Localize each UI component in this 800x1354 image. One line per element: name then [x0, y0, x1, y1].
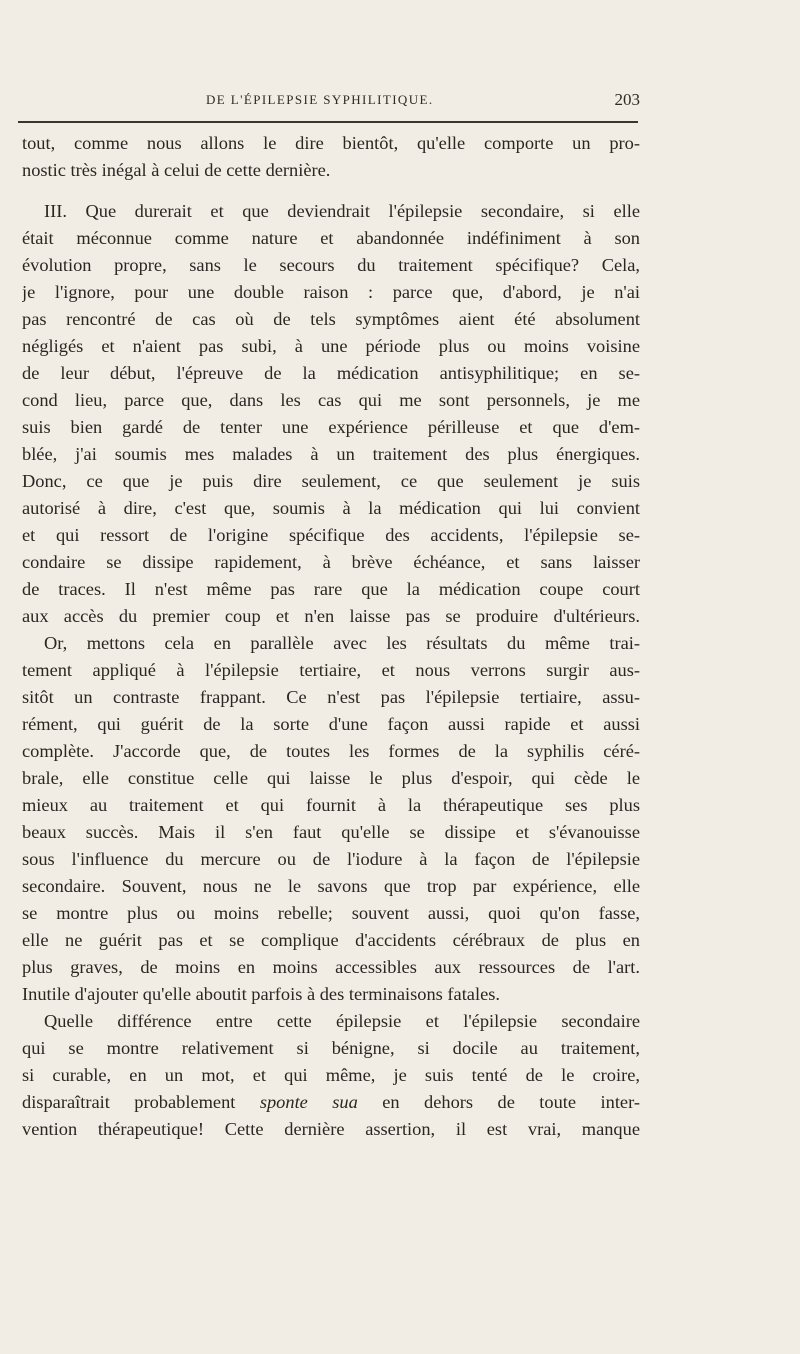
text-line: si curable, en un mot, et qui même, je suis tenté de le croire,: [22, 1065, 640, 1085]
text-line: secondaire. Souvent, nous ne le savons que trop par expérience, elle: [22, 876, 640, 896]
text-line: beaux succès. Mais il s'en faut qu'elle se dissipe et s'évanouisse: [22, 822, 640, 842]
text-line: de leur début, l'épreuve de la médication antisyphilitique; en se-: [22, 363, 640, 383]
text-line: sous l'influence du mercure ou de l'iodure à la façon de l'épilepsie: [22, 849, 640, 869]
text-line: vention thérapeutique! Cette dernière assertion, il est vrai, manque: [22, 1119, 640, 1139]
text-line: autorisé à dire, c'est que, soumis à la médication qui lui convient: [22, 498, 640, 518]
text-line: Donc, ce que je puis dire seulement, ce que seulement je suis: [22, 471, 640, 491]
text-line: pas rencontré de cas où de tels symptômes aient été absolument: [22, 309, 640, 329]
text-line: Or, mettons cela en parallèle avec les résultats du même trai-: [44, 633, 640, 653]
text-line: plus graves, de moins en moins accessibles aux ressources de l'art.: [22, 957, 640, 977]
page-header: [200, 90, 640, 114]
text-line: évolution propre, sans le secours du traitement spécifique? Cela,: [22, 255, 640, 275]
body-text: [22, 130, 640, 1143]
text-fragment: en dehors de toute inter-: [382, 1092, 640, 1112]
paragraph-2: [22, 198, 640, 630]
text-line: blée, j'ai soumis mes malades à un traitement des plus énergiques.: [22, 444, 640, 464]
text-line: Quelle différence entre cette épilepsie et l'épilepsie secondaire: [44, 1011, 640, 1031]
header-rule: [18, 121, 638, 123]
text-line-with-italic: [22, 1089, 640, 1116]
text-line: négligés et n'aient pas subi, à une période plus ou moins voisine: [22, 336, 640, 356]
text-line: rément, qui guérit de la sorte d'une façon aussi rapide et aussi: [22, 714, 640, 734]
text-line: était méconnue comme nature et abandonnée indéfiniment à son: [22, 228, 640, 248]
text-line: et qui ressort de l'origine spécifique des accidents, l'épilepsie se-: [22, 525, 640, 545]
text-line: sitôt un contraste frappant. Ce n'est pas l'épilepsie tertiaire, assu-: [22, 687, 640, 707]
text-line: aux accès du premier coup et n'en laisse pas se produire d'ultérieurs.: [22, 606, 640, 626]
text-line: tement appliqué à l'épilepsie tertiaire, et nous verrons surgir aus-: [22, 660, 640, 680]
text-line: tout, comme nous allons le dire bientôt, qu'elle comporte un pro-: [22, 133, 640, 153]
text-line: cond lieu, parce que, dans les cas qui me sont personnels, je me: [22, 390, 640, 410]
text-line: de traces. Il n'est même pas rare que la médication coupe court: [22, 579, 640, 599]
text-line: qui se montre relativement si bénigne, si docile au traitement,: [22, 1038, 640, 1058]
paragraph-1: [22, 130, 640, 184]
text-line: III. Que durerait et que deviendrait l'épilepsie secondaire, si elle: [44, 201, 640, 221]
text-line: suis bien gardé de tenter une expérience périlleuse et que d'em-: [22, 417, 640, 437]
text-line: brale, elle constitue celle qui laisse le plus d'espoir, qui cède le: [22, 768, 640, 788]
text-line: elle ne guérit pas et se complique d'accidents cérébraux de plus en: [22, 930, 640, 950]
text-line: condaire se dissipe rapidement, à brève échéance, et sans laisser: [22, 552, 640, 572]
text-line: se montre plus ou moins rebelle; souvent aussi, quoi qu'on fasse,: [22, 903, 640, 923]
text-fragment: disparaîtrait probablement: [22, 1092, 236, 1112]
paragraph-3: [22, 630, 640, 1008]
text-line: mieux au traitement et qui fournit à la thérapeutique ses plus: [22, 795, 640, 815]
page-number: 203: [614, 90, 640, 109]
text-line: complète. J'accorde que, de toutes les formes de la syphilis céré-: [22, 741, 640, 761]
text-line: je l'ignore, pour une double raison : parce que, d'abord, je n'ai: [22, 282, 640, 302]
text-line: nostic très inégal à celui de cette dernière.: [22, 160, 331, 180]
italic-latin-phrase: sponte sua: [259, 1092, 358, 1112]
paragraph-4: [22, 1008, 640, 1143]
text-line: Inutile d'ajouter qu'elle aboutit parfois à des terminaisons fatales.: [22, 984, 500, 1004]
running-title: DE L'ÉPILEPSIE SYPHILITIQUE.: [206, 92, 434, 107]
